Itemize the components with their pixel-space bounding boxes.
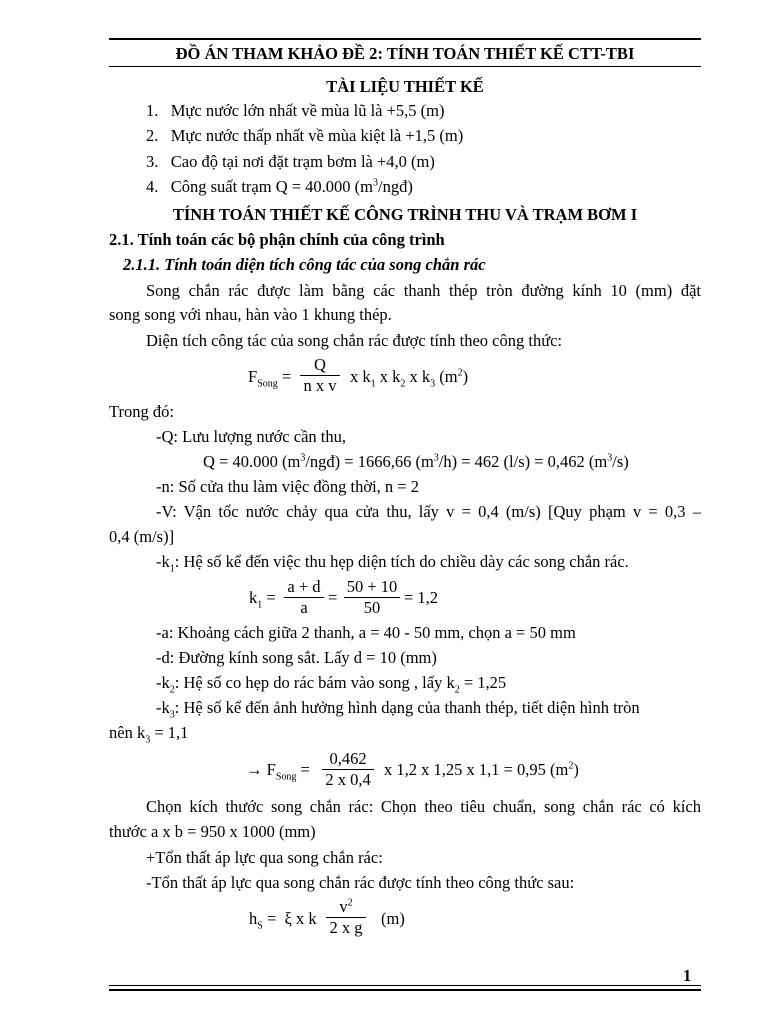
list-item: 4. Công suất trạm Q = 40.000 $(m^3/ngđ)$ xyxy=(146,177,413,196)
fraction: $\frac{Q}{\text{n x v}}$ xyxy=(300,355,340,396)
definition-v-cont: 0,4 (m/s)] xyxy=(109,527,175,546)
footer-rule-bottom xyxy=(109,989,701,991)
list-item: 2. Mực nước thấp nhất về mùa kiệt là +1,5 (m) xyxy=(146,126,464,145)
paragraph-line: song song với nhau, hàn vào 1 khung thép. xyxy=(109,305,392,324)
header-rule-bottom xyxy=(109,66,701,67)
definition-k2: $-k_2$: Hệ số co hẹp do rác bám vào song , lấy $k_2 = 1,25$ xyxy=(156,673,507,696)
definition-v: -V: Vận tốc nước chảy qua cửa thu, lấy v = 0,4 (m/s) [Quy phạm v = 0,3 – xyxy=(156,502,701,521)
definition-k3: $-k_3$: Hệ số kể đến ảnh hưởng hình dạng của thanh thép, tiết diện hình tròn xyxy=(156,698,640,721)
subsection-heading: 2.1. Tính toán các bộ phận chính của công trình xyxy=(109,230,445,249)
footer-rule-top xyxy=(109,985,701,986)
list-item: 3. Cao độ tại nơi đặt trạm bơm là +4,0 (m) xyxy=(146,152,435,171)
design-doc-heading: TÀI LIỆU THIẾT KẾ xyxy=(326,77,484,96)
list-item: 1. Mực nước lớn nhất về mùa lũ là +5,5 (m) xyxy=(146,101,445,120)
where-label: Trong đó: xyxy=(109,402,174,421)
definition-d: -d: Đường kính song sắt. Lấy d = 10 (mm) xyxy=(156,648,437,667)
page-number: 1 xyxy=(683,966,692,985)
choose-line-cont: thước a x b = 950 x 1000 (mm) xyxy=(109,822,316,841)
header-title: : TÍNH TOÁN THIẾT KẾ CTT-TBI xyxy=(377,44,635,63)
definition-n: -n: Số cửa thu làm việc đồng thời, n = 2 xyxy=(156,477,419,496)
fraction: $\frac{0,462}{2 x 0,4}$ xyxy=(322,749,374,790)
definition-q: -Q: Lưu lượng nước cần thu, xyxy=(156,427,346,446)
fraction: $\frac{v^2}{\text{2 x g}}$ xyxy=(326,897,366,938)
subsubsection-heading: 2.1.1. Tính toán diện tích công tác của song chắn rác xyxy=(123,255,486,274)
paragraph-line: Diện tích công tác của song chắn rác được tính theo công thức: xyxy=(146,331,563,350)
paragraph-line: Song chắn rác được làm bằng các thanh thép tròn đường kính 10 (mm) đặt xyxy=(146,281,701,300)
loss-title: +Tổn thất áp lực qua song chắn rác: xyxy=(146,848,383,867)
header-prefix: ĐỒ ÁN THAM KHẢO ĐỀ 2 xyxy=(175,44,378,63)
section-title: TÍNH TOÁN THIẾT KẾ CÔNG TRÌNH THU VÀ TRẠM BƠM I xyxy=(172,205,638,224)
definition-k1: $-k_1$: Hệ số kể đến việc thu hẹp diện tích do chiều dày các song chắn rác. xyxy=(156,552,629,575)
header-rule-top xyxy=(109,38,701,40)
arrow-icon: → xyxy=(246,760,263,779)
fraction: $\frac{50 + 10}{50}$ xyxy=(344,577,400,618)
page-header xyxy=(109,44,701,64)
q-value-line: Q = 40.000 $(m^3/ngđ) = 1666,66$ $(m^3/h) = 462$ (l/s) = 0,462 $(m^3/s)$ xyxy=(203,452,629,471)
loss-definition: -Tổn thất áp lực qua song chắn rác được tính theo công thức sau: xyxy=(146,873,575,892)
definition-a: -a: Khoảng cách giữa 2 thanh, a = 40 - 50 mm, chọn a = 50 mm xyxy=(156,623,576,642)
fraction: $\frac{a + d}{a}$ xyxy=(284,577,324,618)
choose-line: Chọn kích thước song chắn rác: Chọn theo tiêu chuẩn, song chắn rác có kích xyxy=(146,797,701,816)
definition-k3-cont: nên $k_3 = 1,1$ xyxy=(109,723,189,746)
